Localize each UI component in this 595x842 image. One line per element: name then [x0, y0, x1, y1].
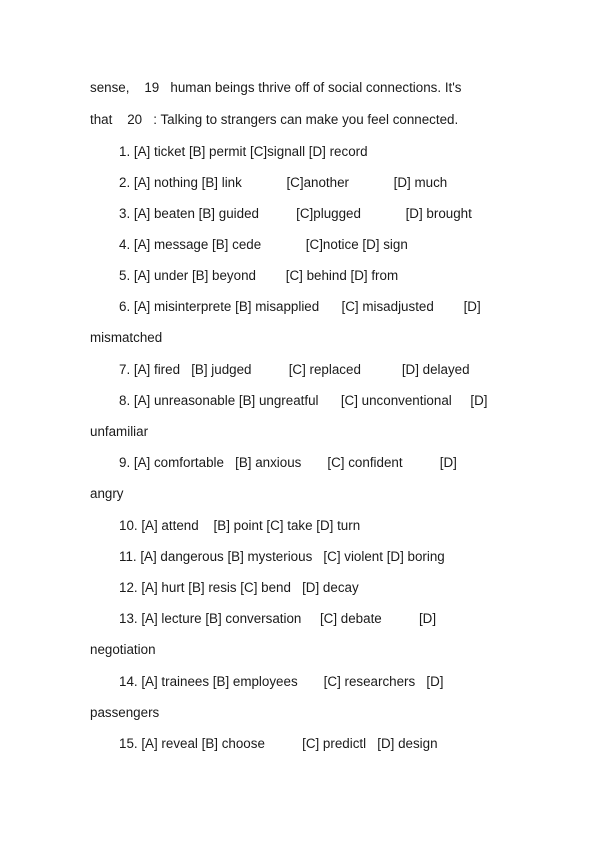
question-line: 13. [A] lecture [B] conversation [C] debate [D] — [119, 611, 437, 626]
text-line: sense, 19 human beings thrive off of social connections. It's — [90, 80, 462, 95]
question-line: 4. [A] message [B] cede [C]notice [D] sign — [119, 237, 408, 252]
question-line: 3. [A] beaten [B] guided [C]plugged [D] brought — [119, 206, 472, 221]
question-line: 6. [A] misinterprete [B] misapplied [C] misadjusted [D] — [119, 299, 481, 314]
question-line: 7. [A] fired [B] judged [C] replaced [D] delayed — [119, 362, 470, 377]
text-line: that 20 : Talking to strangers can make you feel connected. — [90, 112, 459, 127]
question-line: 5. [A] under [B] beyond [C] behind [D] from — [119, 268, 399, 283]
question-line: 1. [A] ticket [B] permit [C]signall [D] record — [119, 144, 368, 159]
question-line: 15. [A] reveal [B] choose [C] predictl [D] design — [119, 736, 438, 751]
question-line: 2. [A] nothing [B] link [C]another [D] much — [119, 175, 448, 190]
text-line: negotiation — [90, 642, 156, 657]
question-line: 11. [A] dangerous [B] mysterious [C] violent [D] boring — [119, 549, 445, 564]
question-line: 12. [A] hurt [B] resis [C] bend [D] decay — [119, 580, 359, 595]
text-line: passengers — [90, 705, 160, 720]
text-line: angry — [90, 486, 124, 501]
question-line: 9. [A] comfortable [B] anxious [C] confident [D] — [119, 455, 457, 470]
question-line: 8. [A] unreasonable [B] ungreatful [C] unconventional [D] — [119, 393, 488, 408]
text-line: unfamiliar — [90, 424, 149, 439]
question-line: 14. [A] trainees [B] employees [C] researchers [D] — [119, 674, 444, 689]
text-line: mismatched — [90, 330, 163, 345]
question-line: 10. [A] attend [B] point [C] take [D] turn — [119, 518, 361, 533]
